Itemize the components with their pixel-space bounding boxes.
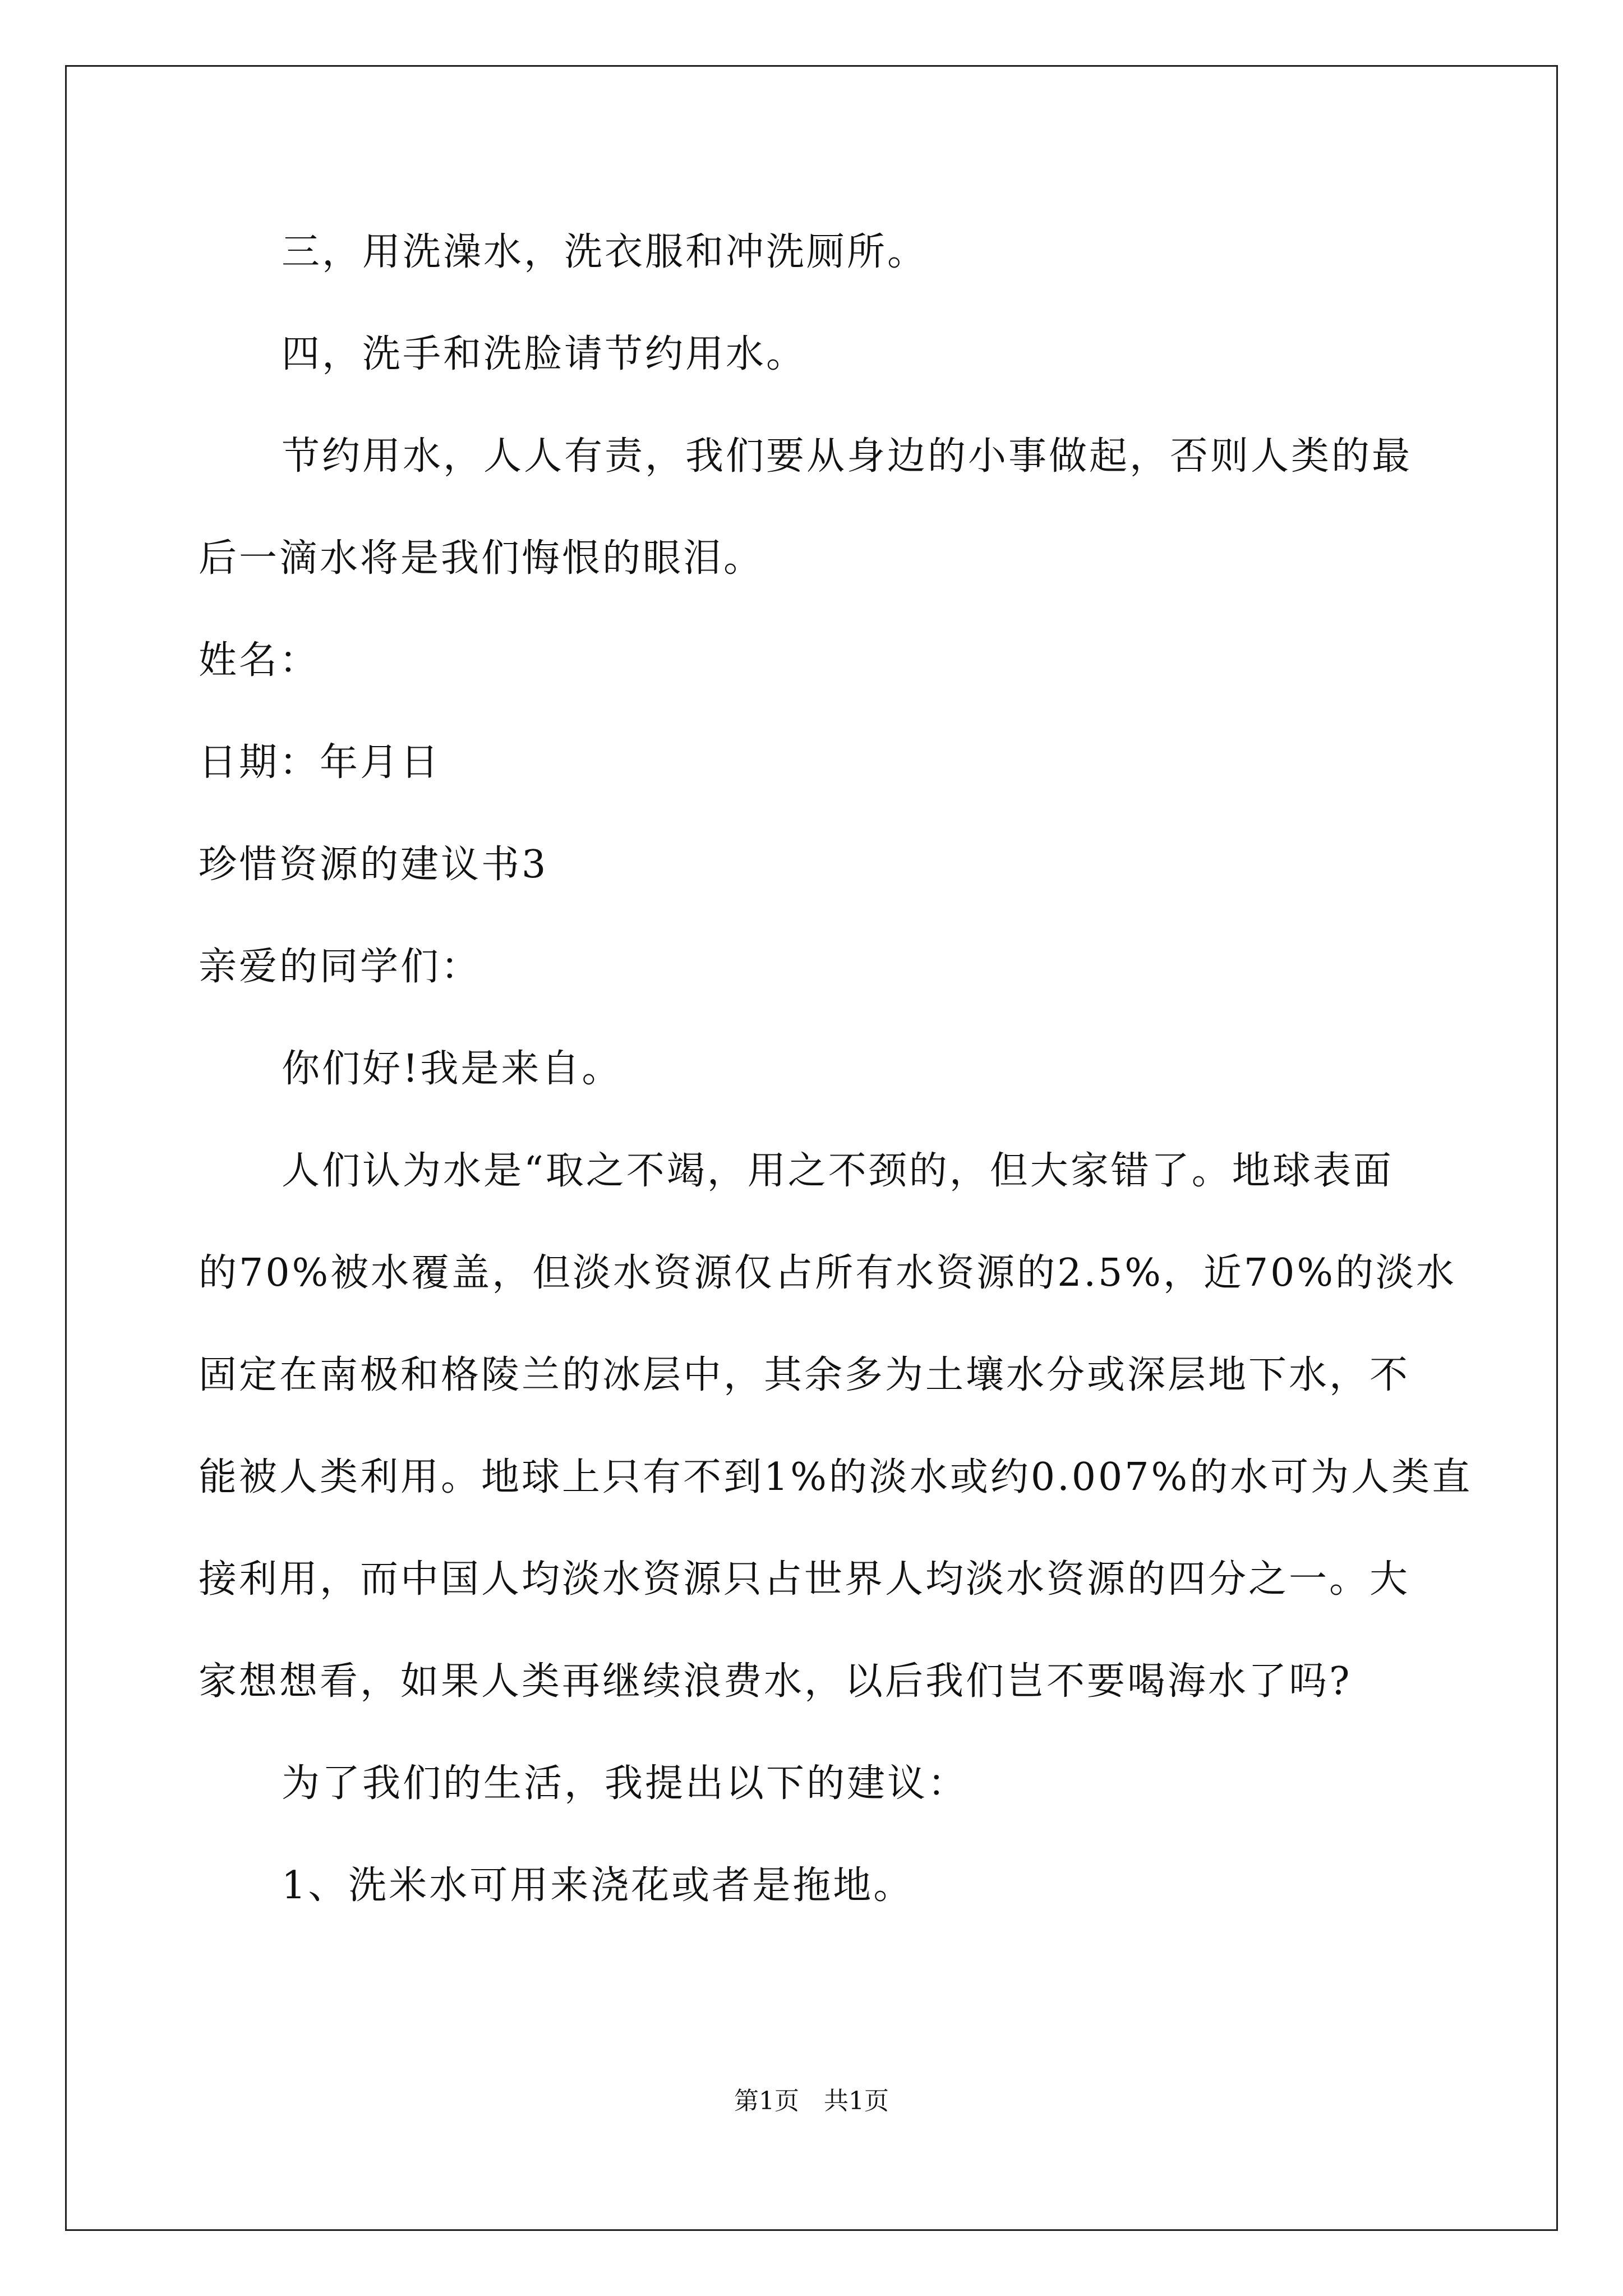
paragraph-line: 人们认为水是“取之不竭，用之不颈的，但大家错了。地球表面	[282, 1149, 1394, 1193]
paragraph-line: 你们好!我是来自。	[282, 1047, 623, 1091]
paragraph-line: 的70%被水覆盖，但淡水资源仅占所有水资源的2.5%，近70%的淡水	[199, 1251, 1457, 1295]
date-field-label: 日期：年月日	[199, 740, 441, 785]
paragraph-line: 接利用，而中国人均淡水资源只占世界人均淡水资源的四分之一。大	[199, 1557, 1410, 1602]
paragraph-line: 四，洗手和洗脸请节约用水。	[282, 332, 807, 376]
paragraph-line: 家想想看，如果人类再继续浪费水，以后我们岂不要喝海水了吗?	[199, 1659, 1352, 1704]
paragraph-line: 固定在南极和格陵兰的冰层中，其余多为土壤水分或深层地下水，不	[199, 1353, 1410, 1397]
salutation: 亲爱的同学们：	[199, 945, 482, 989]
paragraph-line: 节约用水，人人有责，我们要从身边的小事做起，否则人类的最	[282, 434, 1413, 478]
paragraph-line: 三，用洗澡水，洗衣服和冲洗厕所。	[282, 230, 928, 274]
paragraph-line: 后一滴水将是我们悔恨的眼泪。	[199, 536, 764, 581]
page-footer: 第1页 共1页	[734, 2087, 889, 2115]
paragraph-line: 能被人类利用。地球上只有不到1%的淡水或约0.007%的水可为人类直	[199, 1455, 1473, 1499]
paragraph-line: 为了我们的生活，我提出以下的建议：	[282, 1761, 969, 1806]
name-field-label: 姓名：	[199, 638, 320, 683]
list-item: 1、洗米水可用来浇花或者是拖地。	[282, 1864, 914, 1908]
section-title: 珍惜资源的建议书3	[199, 843, 548, 887]
